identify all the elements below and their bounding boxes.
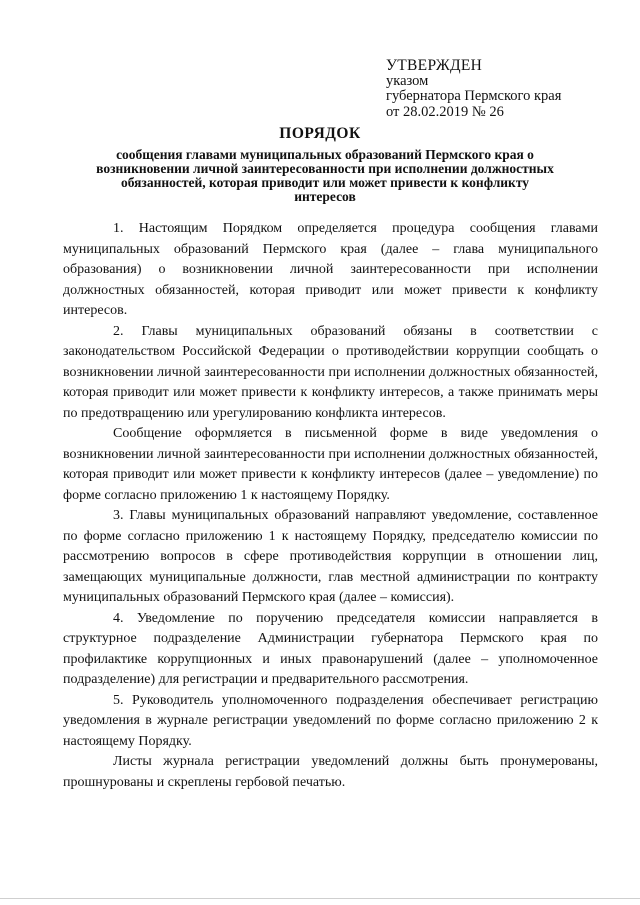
paragraph-4: 4. Уведомление по поручению председателя комиссии направляется в структурное подразделение Администрации губернатора Пермского края по профилактике коррупционных и иных правонарушений (далее – уполномоченное подразделение) для регистрации и предварительного рассмотрения.	[63, 610, 598, 687]
paragraph-2: 2. Главы муниципальных образований обязаны в соответствии с законодательством Российской Федерации о противодействии коррупции сообщать о возникновении личной заинтересованности при исполнении должностных обязанностей, которая приводит или может привести к конфликту интересов, а также принимать меры по предотвращению или урегулированию конфликта интересов.	[63, 323, 598, 421]
approval-issuer: губернатора Пермского края	[386, 88, 562, 104]
document-subtitle: сообщения главами муниципальных образований Пермского края о возникновении личной заинтересованности при исполнении должностных обязанностей, которая приводит или может привести к конфликту интересов	[96, 147, 554, 204]
approval-stamp	[386, 58, 561, 120]
approval-heading: УТВЕРЖДЕН	[386, 57, 483, 74]
paragraph-1: 1. Настоящим Порядком определяется процедура сообщения главами муниципальных образований Пермского края (далее – глава муниципального образования) о возникновении личной заинтересованности при исполнении должностных обязанностей, которая приводит или может привести к конфликту интересов.	[63, 221, 598, 318]
document-title: ПОРЯДОК	[279, 125, 361, 142]
page-bottom-rule	[0, 898, 640, 899]
approval-date-number: от 28.02.2019 № 26	[386, 103, 504, 120]
document-body	[63, 219, 598, 793]
paragraph-5-journal-sheets: Листы журнала регистрации уведомлений должны быть пронумерованы, прошнурованы и скреплены гербовой печатью.	[63, 754, 598, 790]
paragraph-2-notice-form: Сообщение оформляется в письменной форме в виде уведомления о возникновении личной заинтересованности при исполнении должностных обязанностей, которая приводит или может привести к конфликту интересов (далее – уведомление) по форме согласно приложению 1 к настоящему Порядку.	[63, 426, 598, 503]
approval-decree-label: указом	[386, 72, 429, 89]
paragraph-3: 3. Главы муниципальных образований направляют уведомление, составленное по форме согласно приложению 1 к настоящему Порядку, председателю комиссии по рассмотрению вопросов в сфере противодействия коррупции в отношении лиц, замещающих муниципальные должности, глав местной администрации по контракту муниципальных образований Пермского края (далее – комиссия).	[63, 508, 598, 605]
paragraph-5: 5. Руководитель уполномоченного подразделения обеспечивает регистрацию уведомления в журнале регистрации уведомлений по форме согласно приложению 2 к настоящему Порядку.	[63, 692, 598, 749]
